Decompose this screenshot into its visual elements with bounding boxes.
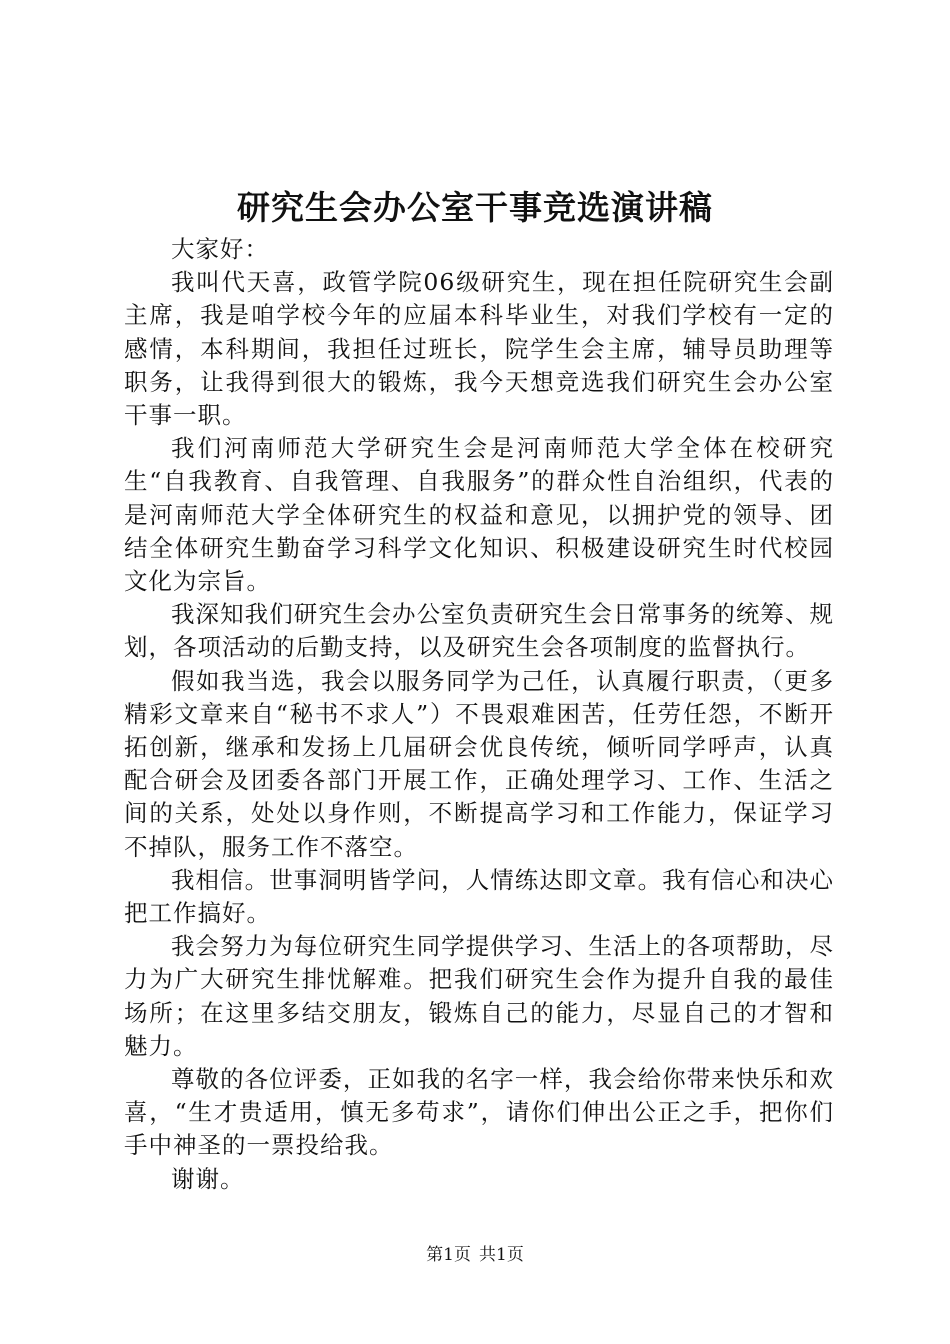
page-number: 第1页 [426,1245,471,1265]
paragraph-thanks: 谢谢。 [171,1164,245,1193]
page-total: 共1页 [479,1245,524,1265]
paragraph-appeal: 尊敬的各位评委，正如我的名字一样，我会给你带来快乐和欢喜，“生才贵适用，慎无多苟求”，请你们伸出公正之手，把你们手中神圣的一票投给我。 [124,1065,834,1160]
paragraph-introduction: 我叫代天喜，政管学院06级研究生，现在担任院研究生会副主席，我是咱学校今年的应届本科毕业生，对我们学校有一定的感情，本科期间，我担任过班长，院学生会主席，辅导员助理等职务，让我得到很大的锻炼，我今天想竞选我们研究生会办公室干事一职。 [124,268,834,430]
paragraph-confidence: 我相信。世事洞明皆学问，人情练达即文章。我有信心和决心把工作搞好。 [124,865,834,928]
paragraph-office-duties: 我深知我们研究生会办公室负责研究生会日常事务的统筹、规划，各项活动的后勤支持，以及研究生会各项制度的监督执行。 [124,600,834,662]
document-body [124,233,834,1196]
page-footer [0,1243,950,1267]
paragraph-service: 我会努力为每位研究生同学提供学习、生活上的各项帮助，尽力为广大研究生排忧解难。把我们研究生会作为提升自我的最佳场所；在这里多结交朋友，锻炼自己的能力，尽显自己的才智和魅力。 [124,932,834,1060]
paragraph-commitment: 假如我当选，我会以服务同学为己任，认真履行职责，（更多精彩文章来自“秘书不求人”）不畏艰难困苦，任劳任怨，不断开拓创新，继承和发扬上几届研会优良传统，倾听同学呼声，认真配合研会及团委各部门开展工作，正确处理学习、工作、生活之间的关系，处处以身作则，不断提高学习和工作能力，保证学习不掉队，服务工作不落空。 [124,666,834,861]
paragraph-greeting: 大家好： [171,235,269,263]
document-title: 研究生会办公室干事竞选演讲稿 [237,188,713,227]
paragraph-organization: 我们河南师范大学研究生会是河南师范大学全体在校研究生“自我教育、自我管理、自我服务”的群众性自治组织，代表的是河南师范大学全体研究生的权益和意见，以拥护党的领导、团结全体研究生勤奋学习科学文化知识、积极建设研究生时代校园文化为宗旨。 [124,434,834,596]
